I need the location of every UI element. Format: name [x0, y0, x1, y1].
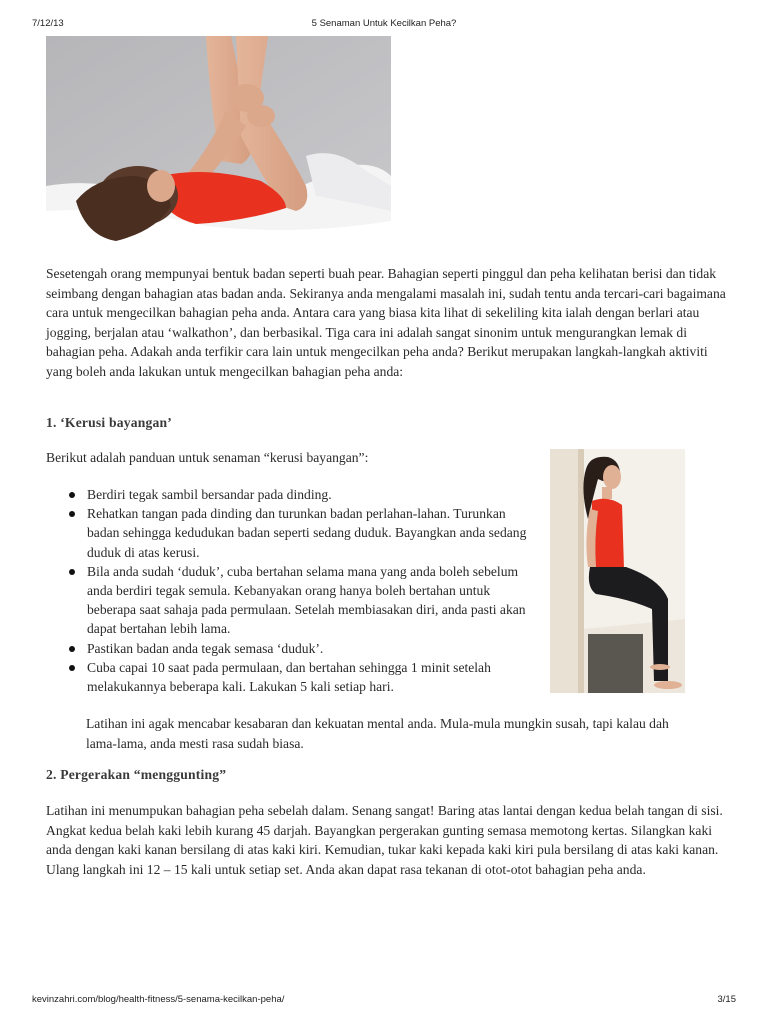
- list-item: [46, 485, 536, 504]
- bullet-icon: [69, 665, 75, 671]
- bullet-text: Pastikan badan anda tegak semasa ‘duduk’.: [87, 640, 324, 656]
- section2-heading: 2. Pergerakan “menggunting”: [46, 767, 227, 782]
- section1-bullet-list: [46, 485, 536, 696]
- list-item: [46, 639, 536, 658]
- print-title: 5 Senaman Untuk Kecilkan Peha?: [311, 18, 457, 29]
- bullet-icon: [69, 569, 75, 575]
- print-url: kevinzahri.com/blog/health-fitness/5-senama-kecilkan-peha/: [32, 994, 285, 1005]
- bullet-icon: [69, 492, 75, 498]
- section1-note: Latihan ini agak mencabar kesabaran dan kekuatan mental anda. Mula-mula mungkin susah, tapi kalau dah lama-lama, anda mesti rasa sudah biasa.: [86, 716, 669, 751]
- print-footer: [32, 994, 736, 1008]
- leg-stretch-illustration: [46, 36, 391, 249]
- intro-text: Sesetengah orang mempunyai bentuk badan seperti buah pear. Bahagian seperti pinggul dan peha kelihatan berisi dan tidak seimbang dengan bahagian atas badan anda. Sekiranya anda mengalami masalah ini, sudah tentu anda tercari-cari bagaimana cara untuk mengecilkan bahagian peha anda. Antara cara yang biasa kita lihat di sekeliling kita ialah dengan berlari atau jogging, berjalan atau ‘walkathon’, dan berbasikal. Tiga cara ini adalah sangat sinonim untuk mengurangkan lemak di bahagian peha. Adakah anda terfikir cara lain untuk mengecilkan peha anda? Berikut merupakan langkah-langkah aktiviti yang boleh anda lakukan untuk mengecilkan bahagian peha anda:: [46, 266, 726, 379]
- hero-photo-leg-stretch: [46, 36, 391, 249]
- print-page-number: 3/15: [717, 994, 736, 1005]
- print-header: [32, 18, 736, 32]
- section1-heading: 1. ‘Kerusi bayangan’: [46, 415, 172, 430]
- bullet-text: Bila anda sudah ‘duduk’, cuba bertahan selama mana yang anda boleh sebelum anda berdiri tegak semula. Kebanyakan orang hanya boleh bertahan untuk beberapa saat sahaja pada permulaan. Setelah membiasakan diri, anda pasti akan dapat bertahan lebih lama.: [87, 563, 526, 637]
- intro-paragraph: [46, 264, 726, 381]
- bullet-text: Rehatkan tangan pada dinding dan turunkan badan perlahan-lahan. Turunkan badan sehingga kedudukan badan seperti sedang duduk. Bayangkan anda sedang duduk di atas kerusi.: [87, 506, 527, 560]
- section1-lead: Berikut adalah panduan untuk senaman “kerusi bayangan”:: [46, 450, 369, 465]
- bullet-text: Berdiri tegak sambil bersandar pada dinding.: [87, 487, 332, 502]
- bullet-icon: [69, 511, 75, 517]
- bullet-icon: [69, 646, 75, 652]
- list-item: [46, 562, 536, 639]
- bullet-text: Cuba capai 10 saat pada permulaan, dan bertahan sehingga 1 minit setelah melakukannya beberapa kali. Lakukan 5 kali setiap hari.: [87, 659, 491, 695]
- print-date: 7/12/13: [32, 18, 64, 29]
- list-item: [46, 504, 536, 562]
- list-item: [46, 658, 536, 696]
- section2-body: Latihan ini menumpukan bahagian peha sebelah dalam. Senang sangat! Baring atas lantai dengan kedua belah tangan di sisi. Angkat kedua belah kaki lebih kurang 45 darjah. Bayangkan pergerakan gunting semasa memotong kertas. Silangkan kaki anda dengan kaki kanan bersilang di atas kaki kiri. Kemudian, tukar kaki kepada kaki kiri pula bersilang di atas kaki kanan. Ulang langkah ini 12 – 15 kali untuk setiap set. Anda akan dapat rasa tekanan di otot-otot bahagian peha anda.: [46, 803, 723, 877]
- wall-sit-photo: [550, 449, 685, 693]
- wall-sit-illustration: [550, 449, 685, 693]
